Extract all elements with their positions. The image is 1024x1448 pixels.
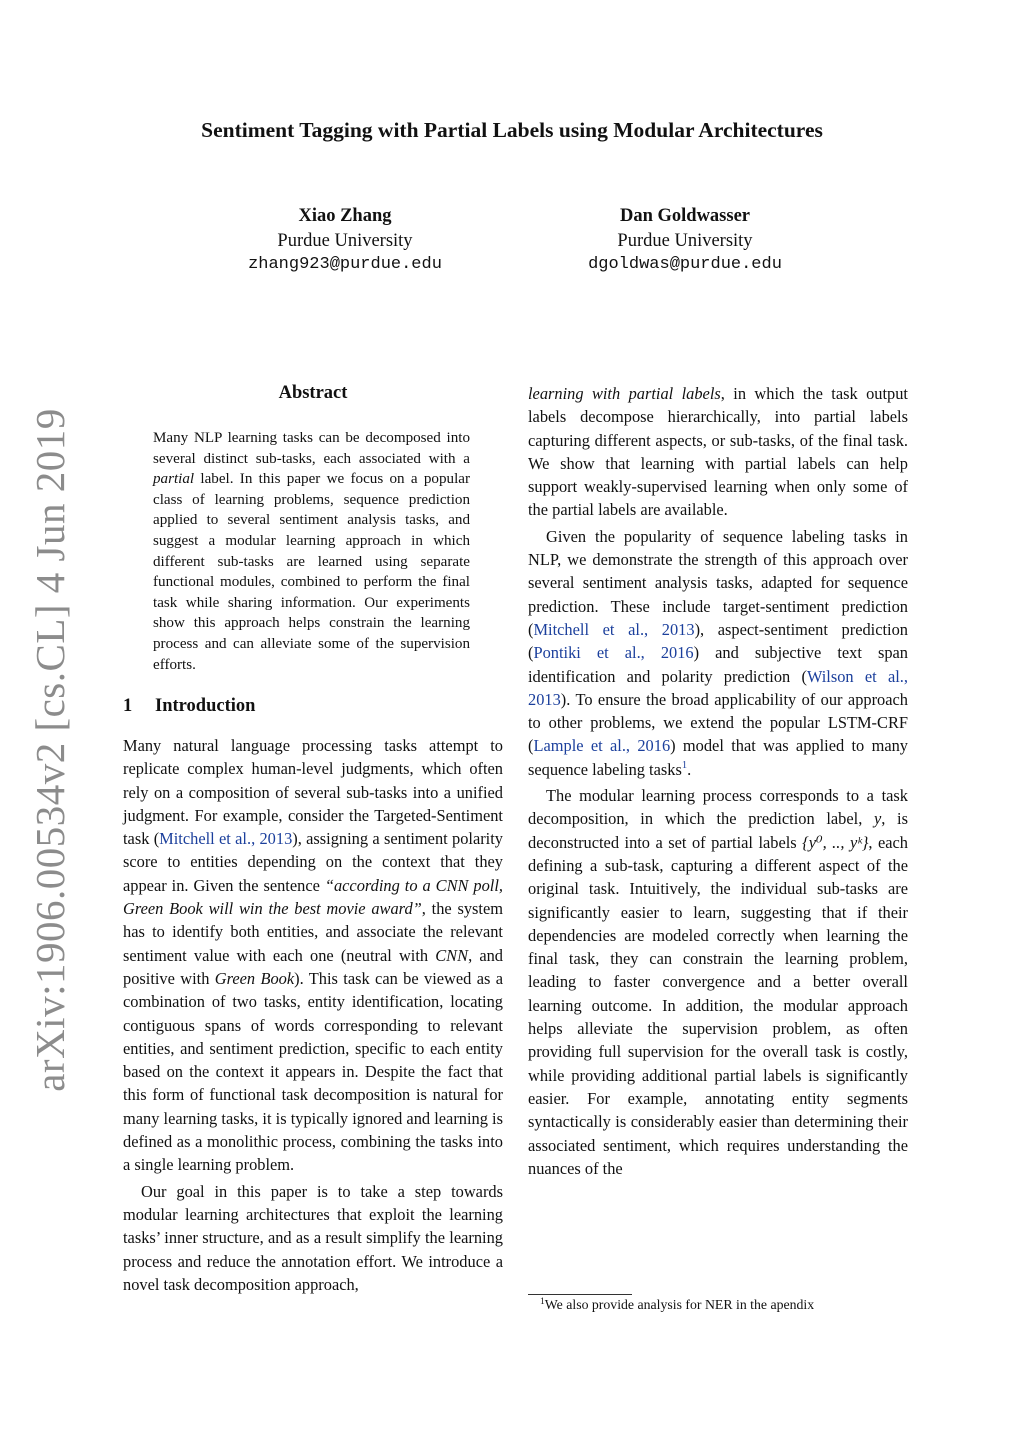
intro-paragraph-3: Given the popularity of sequence labeling tasks in NLP, we demonstrate the strength of this approach over several sentiment analysis tasks, adapted for sequence prediction. These include target-sentiment prediction (Mitchell et al., 2013), aspect-sentiment prediction (Pontiki et al., 2016) and subjective text span identification and polarity prediction (Wilson et al., 2013). To ensure the broad applicability of our approach to other problems, we extend the popular LSTM-CRF (Lample et al., 2016) model that was applied to many sequence labeling tasks$^1$.: [528, 526, 908, 779]
footnote-text: We also provide analysis for NER in the apendix: [544, 1297, 815, 1312]
section-title: Introduction: [155, 696, 256, 716]
citation-link[interactable]: Lample et al., 2016: [533, 736, 671, 756]
intro-paragraph-2-cont: learning with partial labels, in which the task output labels decompose hierarchically, into partial labels capturing different aspects, or sub-tasks, of the final task. We show that learning with partial labels can help support weakly-supervised learning when only some of the partial labels are available.: [528, 384, 908, 520]
arxiv-identifier: arXiv:1906.00534v2 [cs.CL] 4 Jun 2019: [27, 408, 73, 1092]
footnote-number: 1: [540, 1297, 545, 1307]
footnote-marker[interactable]: 1: [681, 759, 688, 771]
footnote-divider: [528, 1294, 632, 1295]
abstract-body: Many NLP learning tasks can be decomposed into several distinct sub-tasks, each associated with a partial label. In this paper we focus on a popular class of learning problems, sequence prediction applied to several sentiment analysis tasks, and suggest a modular learning approach in which different sub-tasks are learned using separate functional modules, combined to perform the final task while sharing information. Our experiments show this approach helps constrain the learning process and can alleviate some of the supervision efforts.: [153, 430, 470, 673]
abstract-heading: Abstract: [278, 383, 348, 403]
intro-paragraph-4: The modular learning process corresponds to a task decomposition, in which the prediction label, y, is deconstructed into a set of partial labels {y⁰, .., yᵏ}, each defining a sub-task, capturing a different aspect of the original task. Intuitively, the individual sub-tasks are significantly easier to learn, suggesting that if their dependencies are modeled correctly when learning the final task, they can constrain the learning problem, leading to faster convergence and a better overall learning outcome. In addition, the modular approach helps alleviate the supervision problem, as often providing full supervision for the overall task is costly, while providing additional partial labels is significantly easier. For example, annotating entity segments syntactically is considerably easier than determining their associated sentiment, which requires understanding the nuances of the: [528, 786, 908, 1178]
footnote: [540, 1297, 814, 1313]
author-name: Xiao Zhang: [298, 206, 392, 226]
left-column-text: [123, 734, 503, 1296]
section-number: 1: [123, 696, 133, 716]
author-email: zhang923@purdue.edu: [248, 255, 442, 274]
section-heading-introduction: [123, 696, 255, 717]
author-affiliation: Purdue University: [277, 230, 413, 251]
author-block: [495, 204, 875, 278]
citation-link[interactable]: Wilson et al., 2013: [528, 666, 908, 709]
intro-paragraph-1: Many natural language processing tasks attempt to replicate complex human-level judgments, which often rely on a composition of several sub-tasks into a unified judgment. For example, consider the Targeted-Sentiment task (Mitchell et al., 2013), assigning a sentiment polarity score to entities depending on the context that they appear in. Given the sentence “according to a CNN poll, Green Book will win the best movie award”, the system has to identify both entities, and associate the relevant sentiment value with each one (neutral with CNN, and positive with Green Book). This task can be viewed as a combination of two tasks, entity identification, locating contiguous spans of words corresponding to relevant entities, and sentiment prediction, specific to each entity based on the context it appears in. Despite the fact that this form of functional task decomposition is natural for many learning tasks, it is typically ignored and learning is defined as a monolithic process, combining the tasks into a single learning problem.: [123, 736, 503, 1175]
intro-paragraph-2-start: Our goal in this paper is to take a step towards modular learning architectures that exploit the learning tasks’ inner structure, and as a result simplify the learning process and reduce the annotation effort. We introduce a novel task decomposition approach,: [123, 1181, 503, 1294]
author-email: dgoldwas@purdue.edu: [588, 255, 782, 274]
citation-link[interactable]: Mitchell et al., 2013: [159, 829, 293, 849]
author-affiliation: Purdue University: [617, 230, 753, 251]
right-column-text: [528, 382, 908, 1180]
citation-link[interactable]: Pontiki et al., 2016: [533, 643, 694, 663]
author-block: [155, 204, 535, 278]
paper-title: Sentiment Tagging with Partial Labels using Modular Architectures: [201, 118, 823, 142]
citation-link[interactable]: Mitchell et al., 2013: [533, 619, 695, 639]
author-name: Dan Goldwasser: [619, 206, 751, 226]
